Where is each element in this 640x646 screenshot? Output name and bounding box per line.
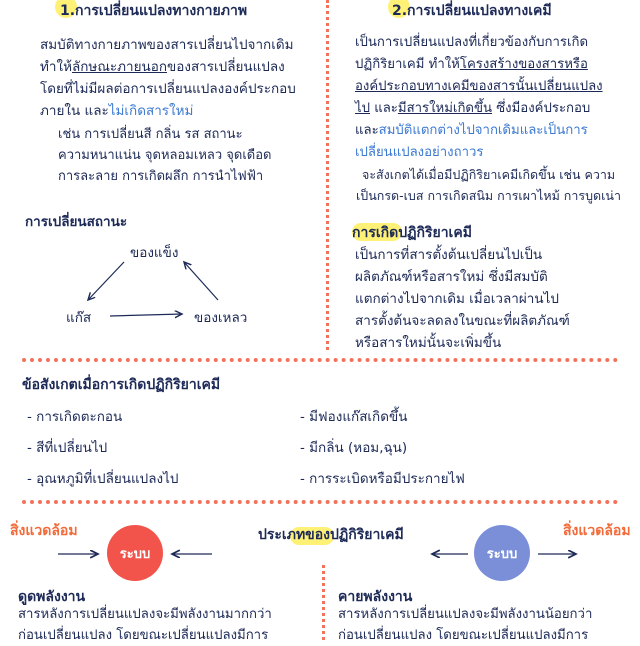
- observations-right-list: [300, 402, 465, 495]
- chemical-title: 2.การเปลี่ยนแปลงทางเคมี: [392, 3, 552, 19]
- arrow-solid-to-gas: [88, 262, 124, 300]
- physical-description: สมบัติทางกายภาพของสารเปลี่ยนไปจากเดิม ทำให้ลักษณะภายนอกของสารเปลี่ยนแปลง โดยที่ไม่มีผลต่อการเปลี่ยนแปลงองค์ประกอบ ภายใน และไม่เกิดสารใหม่: [40, 37, 296, 119]
- exothermic-description: สารหลังการเปลี่ยนแปลงจะมีพลังงานน้อยกว่า ก่อนเปลี่ยนแปลง โดยขณะเปลี่ยนแปลงมีการ: [338, 607, 593, 643]
- arrow-liquid-to-solid: [184, 262, 218, 300]
- endothermic-title: ดูดพลังงาน: [18, 589, 86, 605]
- observation-explosion: - การระเบิดหรือมีประกายไฟ: [300, 471, 465, 487]
- observation-precipitate: - การเกิดตะกอน: [27, 409, 123, 425]
- exothermic-title: คายพลังงาน: [338, 589, 413, 605]
- physical-examples: เช่น การเปลี่ยนสี กลิ่น รส สถานะ ความหนาแน่น จุดหลอมเหลว จุดเดือด การละลาย การเกิดผลึก การนำไฟฟ้า: [58, 127, 272, 184]
- middle-horizontal-divider: [22, 358, 618, 362]
- reaction-title: การเกิดปฏิกิริยาเคมี: [352, 225, 472, 241]
- state-change-title: การเปลี่ยนสถานะ: [25, 214, 128, 230]
- chemical-notes: จะสังเกตได้เมื่อมีปฏิกิริยาเคมีเกิดขึ้น เช่น ความ เป็นกรด-เบส การเกิดสนิม การเผาไหม้ การบูดเน่า: [356, 167, 621, 203]
- observation-color-change: - สีที่เปลี่ยนไป: [27, 440, 108, 456]
- observations-left-list: [27, 402, 178, 495]
- system-circle-exothermic: ระบบ: [474, 525, 530, 581]
- reaction-description: เป็นการที่สารตั้งต้นเปลี่ยนไปเป็น ผลิตภัณฑ์หรือสารใหม่ ซึ่งมีสมบัติ แตกต่างไปจากเดิม เมื่อเวลาผ่านไป สารตั้งต้นจะลดลงในขณะที่ผลิตภัณฑ์ หรือสารใหม่นั้นจะเพิ่มขึ้น: [355, 247, 570, 351]
- arrow-gas-liquid: [110, 314, 182, 316]
- observations-title: ข้อสังเกตเมื่อการเกิดปฏิกิริยาเคมี: [22, 377, 221, 393]
- chemical-description: เป็นการเปลี่ยนแปลงที่เกี่ยวข้องกับการเกิด ปฏิกิริยาเคมี ทำให้โครงสร้างของสารหรือ องค์ประกอบทางเคมีของสารนั้นเปลี่ยนแปลง ไป และมีสารใหม่เกิดขึ้น ซึ่งมีองค์ประกอบ และสมบัติแตกต่างไปจากเดิมและเป็นการ เปลี่ยนแปลงอย่างถาวร: [355, 35, 603, 160]
- state-solid-label: ของแข็ง: [130, 245, 179, 261]
- energy-flow-arrows: [0, 500, 640, 600]
- observation-temperature: - อุณหภูมิที่เปลี่ยนแปลงไป: [27, 471, 179, 487]
- reaction-types-title: ประเภทของปฏิกิริยาเคมี: [258, 527, 404, 543]
- state-liquid-label: ของเหลว: [194, 310, 248, 326]
- system-circle-endothermic: ระบบ: [107, 525, 163, 581]
- environment-right-label: สิ่งแวดล้อม: [563, 523, 631, 539]
- state-gas-label: แก๊ส: [66, 310, 92, 326]
- state-change-arrows: [0, 0, 330, 350]
- physical-title: 1.การเปลี่ยนแปลงทางกายภาพ: [60, 3, 248, 19]
- endothermic-description: สารหลังการเปลี่ยนแปลงจะมีพลังงานมากกว่า ก่อนเปลี่ยนแปลง โดยขณะเปลี่ยนแปลงมีการ: [18, 607, 272, 643]
- environment-left-label: สิ่งแวดล้อม: [10, 523, 78, 539]
- observation-smell: - มีกลิ่น (หอม,ฉุน): [300, 440, 408, 456]
- observation-gas-bubbles: - มีฟองแก๊สเกิดขึ้น: [300, 409, 408, 425]
